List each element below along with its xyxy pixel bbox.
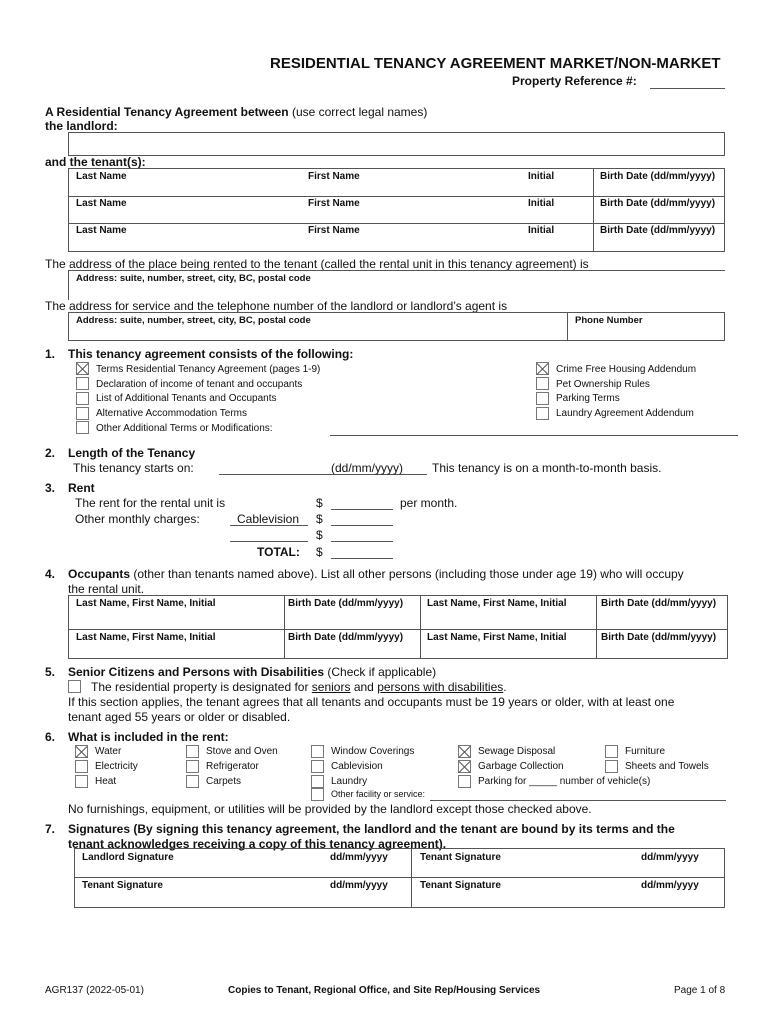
parking-terms-checkbox[interactable] [536,392,549,405]
section6-number: 6. [45,730,56,744]
electricity-checkbox[interactable] [75,760,88,773]
other-facility-label: Other facility or service: [331,789,426,799]
laundry-agreement-label: Laundry Agreement Addendum [556,408,694,419]
section4-number: 4. [45,567,56,581]
furnishings-note: No furnishings, equipment, or utilities will be provided by the landlord except those checked above. [68,802,592,816]
additional-tenants-label: List of Additional Tenants and Occupants [96,393,277,404]
furniture-checkbox[interactable] [605,745,618,758]
window-coverings-label: Window Coverings [331,746,415,757]
section1-title: This tenancy agreement consists of the following: [68,347,354,361]
section5-paragraph-line2: tenant aged 55 years or older or disabled. [68,710,291,724]
pet-ownership-label: Pet Ownership Rules [556,379,650,390]
section4-text-line2: the rental unit. [68,582,145,596]
tenant-signature-date-1[interactable]: dd/mm/yyyy [641,852,699,863]
tenant-signature-field-2[interactable]: Tenant Signature [82,880,163,891]
stove-oven-checkbox[interactable] [186,745,199,758]
other-terms-label: Other Additional Terms or Modifications: [96,423,273,434]
section3-number: 3. [45,481,56,495]
other-terms-checkbox[interactable] [76,421,89,434]
tenant-signature-date-2[interactable]: dd/mm/yyyy [330,880,388,891]
occupant3-name[interactable]: Last Name, First Name, Initial [76,632,216,643]
window-coverings-checkbox[interactable] [311,745,324,758]
section1-number: 1. [45,347,56,361]
tenant3-birth-date[interactable]: Birth Date (dd/mm/yyyy) [600,225,716,236]
parking-label: Parking for _____ number of vehicle(s) [478,776,651,787]
sheets-towels-checkbox[interactable] [605,760,618,773]
crime-free-checkbox[interactable] [536,362,549,375]
occupant1-name[interactable]: Last Name, First Name, Initial [76,598,216,609]
service-address-sentence: The address for service and the telephone number of the landlord or landlord’s agent is [45,299,508,313]
terms-rta-checkbox[interactable] [76,362,89,375]
occupant3-birth-date[interactable]: Birth Date (dd/mm/yyyy) [288,632,404,643]
dollar-sign: $ [316,512,323,526]
service-address-label: Address: suite, number, street, city, BC, postal code [76,315,311,326]
additional-tenants-checkbox[interactable] [76,392,89,405]
sewage-disposal-label: Sewage Disposal [478,746,556,757]
tenant1-first-name[interactable]: First Name [308,171,360,182]
refrigerator-label: Refrigerator [206,761,259,772]
landlord-name-field[interactable] [68,132,725,156]
pet-ownership-checkbox[interactable] [536,377,549,390]
cablevision-checkbox[interactable] [311,760,324,773]
total-amount-field[interactable] [331,558,393,559]
occupant2-birth-date[interactable]: Birth Date (dd/mm/yyyy) [601,598,717,609]
water-checkbox[interactable] [75,745,88,758]
landlord-label: the landlord: [45,119,118,133]
section5-number: 5. [45,665,56,679]
occupant4-birth-date[interactable]: Birth Date (dd/mm/yyyy) [601,632,717,643]
other-charge-name[interactable]: Cablevision [237,512,300,526]
section2-title: Length of the Tenancy [68,446,196,460]
seniors-designation-text: The residential property is designated for seniors and persons with disabilities. [91,680,507,694]
other-terms-field[interactable] [330,435,738,436]
tenant2-birth-date[interactable]: Birth Date (dd/mm/yyyy) [600,198,716,209]
dollar-sign: $ [316,528,323,542]
tenant2-first-name[interactable]: First Name [308,198,360,209]
tenants-label: and the tenant(s): [45,155,146,169]
per-month-label: per month. [400,496,458,510]
month-to-month-text: This tenancy is on a month-to-month basis. [432,461,662,475]
alternative-accommodation-label: Alternative Accommodation Terms [96,408,247,419]
heat-label: Heat [95,776,117,787]
tenant1-birth-date[interactable]: Birth Date (dd/mm/yyyy) [600,171,716,182]
section7-number: 7. [45,822,56,836]
heat-checkbox[interactable] [75,775,88,788]
section2-number: 2. [45,446,56,460]
other-facility-checkbox[interactable] [311,788,324,801]
phone-number-field[interactable]: Phone Number [575,315,643,326]
form-code: AGR137 (2022-05-01) [45,985,144,996]
rent-label: The rent for the rental unit is [75,496,226,510]
parking-checkbox[interactable] [458,775,471,788]
section5-title: Senior Citizens and Persons with Disabilities (Check if applicable) [68,665,437,679]
landlord-signature-date[interactable]: dd/mm/yyyy [330,852,388,863]
tenant2-last-name[interactable]: Last Name [76,198,127,209]
copies-note: Copies to Tenant, Regional Office, and Site Rep/Housing Services [228,985,541,996]
rental-address-label: Address: suite, number, street, city, BC, postal code [76,273,311,284]
section7-title-line2: tenant acknowledges receiving a copy of this tenancy agreement). [68,837,447,851]
section7-title-line1: Signatures (By signing this tenancy agreement, the landlord and the tenant are bound by its terms and the [68,822,675,836]
dollar-sign: $ [316,545,323,559]
sheets-towels-label: Sheets and Towels [625,761,709,772]
tenant3-first-name[interactable]: First Name [308,225,360,236]
intro-line: A Residential Tenancy Agreement between (use correct legal names) [45,105,428,119]
other-charge-name-field-2[interactable] [230,541,308,542]
date-format-hint: (dd/mm/yyyy) [331,461,403,475]
tenant1-last-name[interactable]: Last Name [76,171,127,182]
sewage-disposal-checkbox[interactable] [458,745,471,758]
crime-free-label: Crime Free Housing Addendum [556,364,697,375]
form-title: RESIDENTIAL TENANCY AGREEMENT MARKET/NON-MARKET [270,55,721,72]
occupant4-name[interactable]: Last Name, First Name, Initial [427,632,567,643]
occupant2-name[interactable]: Last Name, First Name, Initial [427,598,567,609]
landlord-signature-field[interactable]: Landlord Signature [82,852,174,863]
garbage-collection-checkbox[interactable] [458,760,471,773]
other-charges-label: Other monthly charges: [75,512,200,526]
section4-text: Occupants (other than tenants named above). List all other persons (including those under age 19) who will occupy [68,567,684,581]
laundry-label: Laundry [331,776,368,787]
alternative-accommodation-checkbox[interactable] [76,407,89,420]
occupant1-birth-date[interactable]: Birth Date (dd/mm/yyyy) [288,598,404,609]
declaration-income-checkbox[interactable] [76,377,89,390]
total-label: TOTAL: [257,545,300,559]
tenant2-initial[interactable]: Initial [528,198,555,209]
carpets-checkbox[interactable] [186,775,199,788]
property-reference-label: Property Reference #: [512,74,637,88]
water-label: Water [95,746,122,757]
terms-rta-label: Terms Residential Tenancy Agreement (pages 1-9) [96,364,321,375]
parking-terms-label: Parking Terms [556,393,620,404]
tenancy-starts-label: This tenancy starts on: [73,461,194,475]
section6-title: What is included in the rent: [68,730,229,744]
tenant-signature-field-1[interactable]: Tenant Signature [420,852,501,863]
section5-paragraph-line1: If this section applies, the tenant agrees that all tenants and occupants must be 19 years or older, with at least one [68,695,675,709]
dollar-sign: $ [316,496,323,510]
stove-oven-label: Stove and Oven [206,746,278,757]
page-number: Page 1 of 8 [674,985,726,996]
tenant-signature-date-3[interactable]: dd/mm/yyyy [641,880,699,891]
refrigerator-checkbox[interactable] [186,760,199,773]
declaration-income-label: Declaration of income of tenant and occupants [96,379,303,390]
property-reference-field[interactable] [650,88,725,89]
seniors-designation-checkbox[interactable] [68,680,81,693]
other-charge-amount-field-2[interactable] [331,541,393,542]
section3-title: Rent [68,481,95,495]
laundry-agreement-checkbox[interactable] [536,407,549,420]
tenant3-initial[interactable]: Initial [528,225,555,236]
rental-address-sentence: The address of the place being rented to the tenant (called the rental unit in this tenancy agreement) is [45,257,589,271]
tenant-signature-field-3[interactable]: Tenant Signature [420,880,501,891]
other-charge-amount-field[interactable] [331,525,393,526]
carpets-label: Carpets [206,776,242,787]
electricity-label: Electricity [95,761,138,772]
rent-amount-field[interactable] [331,509,393,510]
cablevision-label: Cablevision [331,761,383,772]
tenant1-initial[interactable]: Initial [528,171,555,182]
tenant3-last-name[interactable]: Last Name [76,225,127,236]
garbage-collection-label: Garbage Collection [478,761,564,772]
furniture-label: Furniture [625,746,666,757]
other-facility-field[interactable] [430,800,726,801]
laundry-checkbox[interactable] [311,775,324,788]
